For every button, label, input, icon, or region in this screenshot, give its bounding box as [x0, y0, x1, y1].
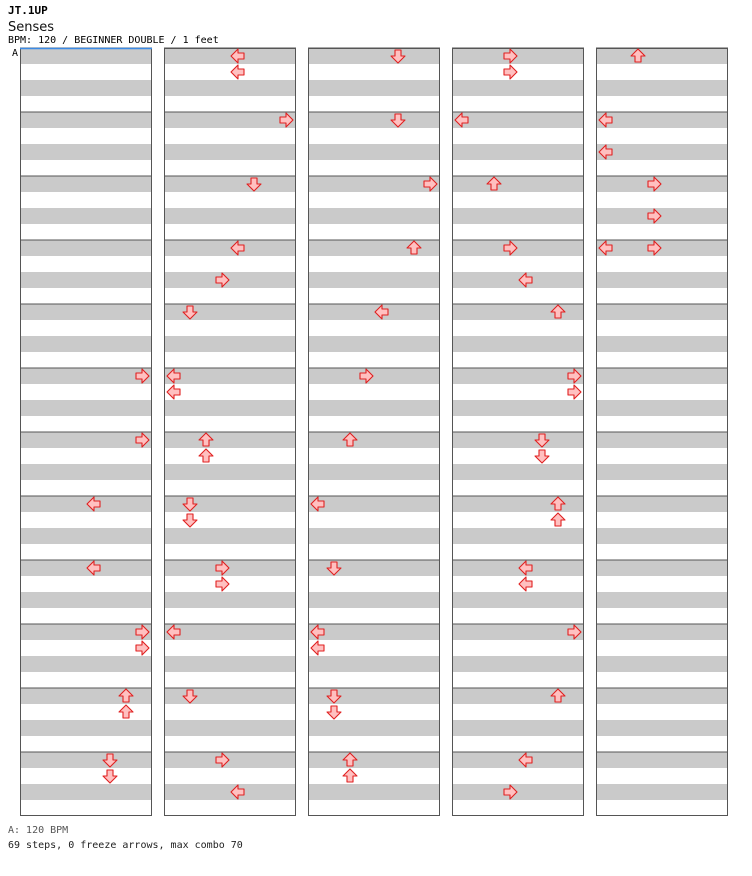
chart-row-stripe: [20, 208, 152, 224]
chart-row-stripe: [596, 704, 728, 720]
chart-row-stripe: [308, 208, 440, 224]
chart-row-stripe: [452, 384, 584, 400]
chart-row-stripe: [452, 288, 584, 304]
chart-row-stripe: [452, 704, 584, 720]
chart-row-stripe: [164, 80, 296, 96]
chart-row-stripe: [452, 80, 584, 96]
chart-row-stripe: [20, 128, 152, 144]
chart-row-stripe: [452, 544, 584, 560]
chart-row-stripe: [20, 112, 152, 128]
chart-row-stripe: [308, 128, 440, 144]
chart-row-stripe: [164, 336, 296, 352]
chart-row-stripe: [308, 608, 440, 624]
chart-row-stripe: [452, 320, 584, 336]
chart-row-stripe: [596, 256, 728, 272]
chart-row-stripe: [452, 448, 584, 464]
chart-row-stripe: [164, 160, 296, 176]
chart-row-stripe: [20, 96, 152, 112]
chart-column-3: [308, 48, 440, 816]
chart-row-stripe: [452, 528, 584, 544]
chart-row-stripe: [308, 64, 440, 80]
chart-row-stripe: [20, 160, 152, 176]
chart-row-stripe: [596, 560, 728, 576]
chart-row-stripe: [164, 192, 296, 208]
chart-row-stripe: [164, 720, 296, 736]
chart-row-stripe: [452, 624, 584, 640]
chart-row-stripe: [164, 432, 296, 448]
chart-row-stripe: [596, 656, 728, 672]
chart-row-stripe: [596, 192, 728, 208]
chart-row-stripe: [308, 624, 440, 640]
chart-row-stripe: [164, 800, 296, 816]
chart-row-stripe: [596, 176, 728, 192]
footer-bpm-line: A: 120 BPM: [8, 825, 69, 836]
chart-row-stripe: [308, 720, 440, 736]
chart-row-stripe: [20, 528, 152, 544]
chart-row-stripe: [452, 432, 584, 448]
chart-row-stripe: [596, 368, 728, 384]
chart-row-stripe: [20, 448, 152, 464]
chart-row-stripe: [308, 144, 440, 160]
chart-row-stripe: [308, 800, 440, 816]
chart-row-stripe: [20, 464, 152, 480]
chart-row-stripe: [596, 512, 728, 528]
chart-row-stripe: [164, 416, 296, 432]
chart-row-stripe: [164, 240, 296, 256]
chart-row-stripe: [596, 544, 728, 560]
chart-row-stripe: [596, 352, 728, 368]
chart-row-stripe: [452, 672, 584, 688]
chart-row-stripe: [20, 144, 152, 160]
chart-row-stripe: [452, 480, 584, 496]
chart-row-stripe: [596, 288, 728, 304]
chart-row-stripe: [20, 608, 152, 624]
chart-row-stripe: [20, 288, 152, 304]
chart-row-stripe: [20, 720, 152, 736]
chart-row-stripe: [20, 256, 152, 272]
chart-row-stripe: [596, 464, 728, 480]
chart-row-stripe: [308, 480, 440, 496]
chart-row-stripe: [596, 144, 728, 160]
chart-row-stripe: [452, 800, 584, 816]
chart-row-stripe: [164, 176, 296, 192]
chart-row-stripe: [596, 48, 728, 64]
chart-row-stripe: [164, 208, 296, 224]
chart-row-stripe: [164, 400, 296, 416]
chart-row-stripe: [164, 464, 296, 480]
chart-row-stripe: [20, 752, 152, 768]
chart-row-stripe: [20, 352, 152, 368]
chart-row-stripe: [20, 64, 152, 80]
footer-stats-line: 69 steps, 0 freeze arrows, max combo 70: [8, 840, 243, 851]
chart-row-stripe: [452, 208, 584, 224]
chart-row-stripe: [452, 416, 584, 432]
chart-row-stripe: [308, 304, 440, 320]
chart-row-stripe: [452, 256, 584, 272]
chart-row-stripe: [452, 144, 584, 160]
chart-column-1: [20, 48, 152, 816]
chart-row-stripe: [164, 736, 296, 752]
chart-row-stripe: [452, 592, 584, 608]
chart-row-stripe: [452, 128, 584, 144]
site-brand: JT.1UP: [8, 4, 48, 17]
chart-row-stripe: [452, 608, 584, 624]
chart-row-stripe: [20, 592, 152, 608]
chart-row-stripe: [20, 432, 152, 448]
chart-row-stripe: [164, 256, 296, 272]
chart-row-stripe: [20, 192, 152, 208]
chart-row-stripe: [308, 160, 440, 176]
chart-row-stripe: [164, 368, 296, 384]
chart-row-stripe: [308, 336, 440, 352]
chart-row-stripe: [596, 80, 728, 96]
chart-row-stripe: [596, 528, 728, 544]
chart-row-stripe: [596, 592, 728, 608]
chart-row-stripe: [164, 112, 296, 128]
chart-row-stripe: [596, 576, 728, 592]
chart-row-stripe: [20, 624, 152, 640]
chart-row-stripe: [596, 768, 728, 784]
chart-row-stripe: [308, 448, 440, 464]
chart-row-stripe: [452, 576, 584, 592]
chart-row-stripe: [596, 720, 728, 736]
chart-row-stripe: [20, 240, 152, 256]
chart-row-stripe: [452, 720, 584, 736]
chart-row-stripe: [308, 432, 440, 448]
chart-row-stripe: [308, 112, 440, 128]
chart-row-stripe: [308, 736, 440, 752]
chart-row-stripe: [596, 64, 728, 80]
chart-row-stripe: [164, 384, 296, 400]
chart-row-stripe: [596, 752, 728, 768]
chart-row-stripe: [308, 320, 440, 336]
chart-row-stripe: [596, 432, 728, 448]
chart-row-stripe: [20, 560, 152, 576]
chart-row-stripe: [20, 672, 152, 688]
chart-row-stripe: [596, 688, 728, 704]
chart-row-stripe: [164, 128, 296, 144]
chart-row-stripe: [164, 224, 296, 240]
chart-row-stripe: [164, 752, 296, 768]
chart-row-stripe: [308, 784, 440, 800]
chart-row-stripe: [452, 160, 584, 176]
chart-row-stripe: [308, 576, 440, 592]
chart-row-stripe: [20, 576, 152, 592]
chart-row-stripe: [164, 448, 296, 464]
chart-row-stripe: [20, 656, 152, 672]
chart-row-stripe: [20, 336, 152, 352]
chart-row-stripe: [308, 384, 440, 400]
chart-row-stripe: [452, 224, 584, 240]
chart-row-stripe: [308, 48, 440, 64]
chart-row-stripe: [308, 368, 440, 384]
chart-row-stripe: [308, 80, 440, 96]
chart-row-stripe: [596, 608, 728, 624]
chart-row-stripe: [20, 800, 152, 816]
chart-row-stripe: [308, 416, 440, 432]
chart-row-stripe: [452, 464, 584, 480]
chart-row-stripe: [20, 80, 152, 96]
chart-row-stripe: [164, 352, 296, 368]
chart-row-stripe: [596, 624, 728, 640]
chart-row-stripe: [20, 640, 152, 656]
chart-row-stripe: [308, 512, 440, 528]
chart-row-stripe: [164, 784, 296, 800]
chart-row-stripe: [20, 480, 152, 496]
chart-row-stripe: [308, 256, 440, 272]
chart-row-stripe: [308, 176, 440, 192]
chart-row-stripe: [596, 96, 728, 112]
chart-row-stripe: [20, 224, 152, 240]
chart-row-stripe: [596, 272, 728, 288]
chart-row-stripe: [452, 352, 584, 368]
chart-row-stripe: [308, 752, 440, 768]
chart-column-4: [452, 48, 584, 816]
chart-row-stripe: [164, 320, 296, 336]
chart-row-stripe: [308, 640, 440, 656]
chart-row-stripe: [20, 48, 152, 64]
chart-row-stripe: [596, 496, 728, 512]
chart-row-stripe: [308, 400, 440, 416]
chart-row-stripe: [452, 784, 584, 800]
chart-row-stripe: [596, 128, 728, 144]
chart-row-stripe: [596, 224, 728, 240]
chart-row-stripe: [452, 400, 584, 416]
chart-row-stripe: [596, 448, 728, 464]
chart-row-stripe: [164, 560, 296, 576]
chart-row-stripe: [308, 464, 440, 480]
chart-row-stripe: [20, 496, 152, 512]
chart-row-stripe: [308, 656, 440, 672]
chart-row-stripe: [164, 544, 296, 560]
chart-row-stripe: [596, 336, 728, 352]
chart-row-stripe: [308, 496, 440, 512]
chart-row-stripe: [20, 304, 152, 320]
chart-row-stripe: [164, 96, 296, 112]
chart-row-stripe: [164, 576, 296, 592]
chart-row-stripe: [308, 592, 440, 608]
chart-row-stripe: [452, 176, 584, 192]
chart-row-stripe: [20, 416, 152, 432]
chart-row-stripe: [596, 304, 728, 320]
chart-row-stripe: [596, 672, 728, 688]
chart-row-stripe: [596, 112, 728, 128]
chart-row-stripe: [308, 544, 440, 560]
chart-row-stripe: [452, 752, 584, 768]
chart-row-stripe: [164, 288, 296, 304]
chart-row-stripe: [164, 672, 296, 688]
chart-row-stripe: [452, 192, 584, 208]
song-title: Senses: [8, 20, 55, 35]
chart-row-stripe: [164, 656, 296, 672]
chart-row-stripe: [596, 208, 728, 224]
chart-row-stripe: [164, 624, 296, 640]
chart-row-stripe: [596, 400, 728, 416]
chart-row-stripe: [452, 560, 584, 576]
chart-row-stripe: [164, 528, 296, 544]
chart-column-2: [164, 48, 296, 816]
chart-row-stripe: [308, 672, 440, 688]
chart-row-stripe: [308, 352, 440, 368]
chart-row-stripe: [308, 272, 440, 288]
chart-row-stripe: [308, 224, 440, 240]
chart-row-stripe: [596, 640, 728, 656]
chart-row-stripe: [20, 544, 152, 560]
chart-row-stripe: [596, 160, 728, 176]
chart-row-stripe: [452, 64, 584, 80]
chart-row-stripe: [308, 288, 440, 304]
chart-row-stripe: [596, 416, 728, 432]
chart-row-stripe: [20, 320, 152, 336]
bpm-marker-label: A: [12, 48, 19, 59]
chart-row-stripe: [596, 800, 728, 816]
chart-row-stripe: [20, 400, 152, 416]
chart-row-stripe: [596, 736, 728, 752]
chart-row-stripe: [308, 192, 440, 208]
chart-row-stripe: [452, 336, 584, 352]
chart-row-stripe: [20, 768, 152, 784]
chart-info-line: BPM: 120 / BEGINNER DOUBLE / 1 feet: [8, 35, 219, 46]
chart-row-stripe: [164, 608, 296, 624]
chart-row-stripe: [164, 592, 296, 608]
chart-row-stripe: [164, 144, 296, 160]
chart-column-5: [596, 48, 728, 816]
chart-row-stripe: [20, 384, 152, 400]
chart-row-stripe: [20, 512, 152, 528]
chart-row-stripe: [452, 96, 584, 112]
chart-row-stripe: [20, 368, 152, 384]
chart-row-stripe: [20, 272, 152, 288]
chart-row-stripe: [308, 768, 440, 784]
chart-row-stripe: [164, 768, 296, 784]
chart-row-stripe: [596, 320, 728, 336]
chart-row-stripe: [452, 368, 584, 384]
chart-row-stripe: [452, 768, 584, 784]
chart-row-stripe: [20, 736, 152, 752]
chart-row-stripe: [164, 640, 296, 656]
chart-row-stripe: [164, 64, 296, 80]
chart-row-stripe: [20, 176, 152, 192]
chart-row-stripe: [164, 480, 296, 496]
chart-row-stripe: [452, 112, 584, 128]
chart-row-stripe: [452, 240, 584, 256]
chart-row-stripe: [164, 48, 296, 64]
chart-row-stripe: [308, 528, 440, 544]
chart-row-stripe: [308, 96, 440, 112]
chart-row-stripe: [596, 240, 728, 256]
chart-row-stripe: [452, 736, 584, 752]
chart-row-stripe: [596, 384, 728, 400]
chart-row-stripe: [596, 480, 728, 496]
chart-row-stripe: [164, 704, 296, 720]
chart-row-stripe: [452, 640, 584, 656]
chart-row-stripe: [596, 784, 728, 800]
chart-row-stripe: [452, 272, 584, 288]
chart-row-stripe: [452, 656, 584, 672]
chart-row-stripe: [164, 272, 296, 288]
chart-row-stripe: [20, 784, 152, 800]
chart-row-stripe: [452, 48, 584, 64]
